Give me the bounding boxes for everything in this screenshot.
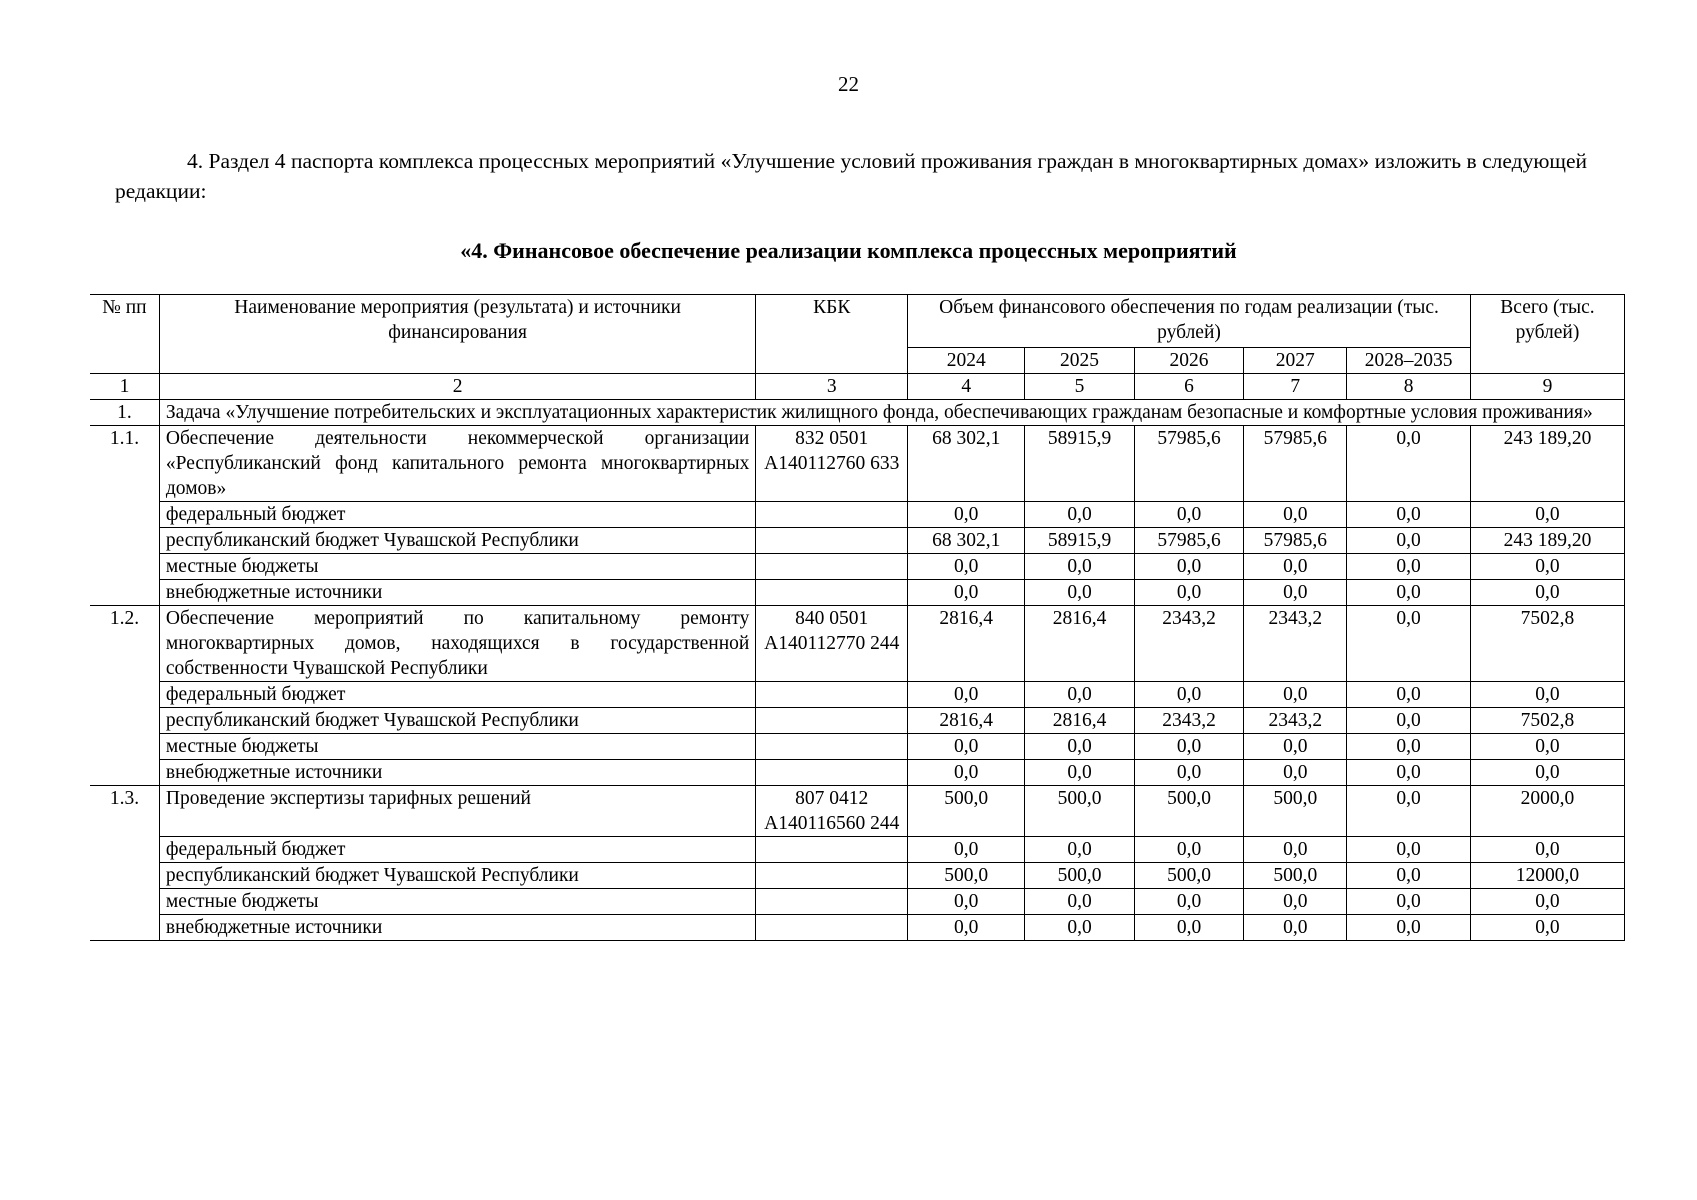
- col-number: 2: [159, 374, 755, 400]
- activity-value: 0,0: [1347, 786, 1471, 837]
- header-year: 2028–2035: [1347, 348, 1471, 374]
- source-label: внебюджетные источники: [159, 915, 755, 941]
- source-value: 0,0: [1134, 502, 1244, 528]
- activity-value: 2816,4: [1025, 606, 1135, 682]
- source-row: [90, 889, 1625, 915]
- source-value: 0,0: [1470, 837, 1624, 863]
- source-kbk: [756, 915, 908, 941]
- source-value: 0,0: [908, 734, 1025, 760]
- header-total: Всего (тыс. рублей): [1470, 295, 1624, 374]
- header-num: № пп: [90, 295, 159, 374]
- source-row: [90, 682, 1625, 708]
- source-value: 0,0: [1470, 734, 1624, 760]
- source-kbk: [756, 708, 908, 734]
- source-value: 0,0: [1134, 760, 1244, 786]
- source-value: 0,0: [1134, 915, 1244, 941]
- col-number: 4: [908, 374, 1025, 400]
- source-value: 0,0: [1470, 889, 1624, 915]
- col-number: 9: [1470, 374, 1624, 400]
- source-label: внебюджетные источники: [159, 760, 755, 786]
- activity-value: 7502,8: [1470, 606, 1624, 682]
- source-value: 0,0: [1134, 682, 1244, 708]
- source-kbk: [756, 682, 908, 708]
- source-value: 0,0: [1025, 837, 1135, 863]
- source-value: 500,0: [1244, 863, 1347, 889]
- activity-value: 57985,6: [1134, 426, 1244, 502]
- source-value: 0,0: [1347, 502, 1471, 528]
- source-value: 0,0: [908, 837, 1025, 863]
- activity-num: 1.2.: [90, 606, 159, 786]
- source-kbk: [756, 889, 908, 915]
- source-value: 0,0: [1347, 708, 1471, 734]
- source-value: 0,0: [1025, 554, 1135, 580]
- intro-text: 4. Раздел 4 паспорта комплекса процессных мероприятий «Улучшение условий проживания граждан в многоквартирных домах» изложить в следующей редакции:: [115, 149, 1587, 203]
- header-year: 2026: [1134, 348, 1244, 374]
- source-value: 0,0: [1244, 502, 1347, 528]
- activity-kbk: 807 0412 А140116560 244: [756, 786, 908, 837]
- table-body: [90, 374, 1625, 941]
- source-value: 0,0: [1134, 837, 1244, 863]
- source-value: 0,0: [1025, 889, 1135, 915]
- source-value: 0,0: [1134, 889, 1244, 915]
- header-year: 2027: [1244, 348, 1347, 374]
- activity-name: Проведение экспертизы тарифных решений: [159, 786, 755, 837]
- source-value: 7502,8: [1470, 708, 1624, 734]
- source-value: 500,0: [1134, 863, 1244, 889]
- source-row: [90, 708, 1625, 734]
- source-value: 0,0: [1025, 760, 1135, 786]
- source-value: 0,0: [1347, 915, 1471, 941]
- column-number-row: [90, 374, 1625, 400]
- source-value: 0,0: [1025, 682, 1135, 708]
- source-row: [90, 915, 1625, 941]
- source-row: [90, 760, 1625, 786]
- header-year: 2024: [908, 348, 1025, 374]
- source-value: 2343,2: [1134, 708, 1244, 734]
- source-kbk: [756, 528, 908, 554]
- source-row: [90, 554, 1625, 580]
- source-value: 2816,4: [1025, 708, 1135, 734]
- source-value: 0,0: [1244, 760, 1347, 786]
- task-text: Задача «Улучшение потребительских и эксплуатационных характеристик жилищного фонда, обеспечивающих гражданам безопасные и комфортные условия проживания»: [159, 400, 1624, 426]
- source-value: 0,0: [908, 502, 1025, 528]
- source-value: 0,0: [1025, 580, 1135, 606]
- col-number: 7: [1244, 374, 1347, 400]
- source-value: 0,0: [908, 760, 1025, 786]
- activity-value: 2343,2: [1134, 606, 1244, 682]
- source-row: [90, 502, 1625, 528]
- activity-value: 500,0: [1025, 786, 1135, 837]
- activity-value: 2000,0: [1470, 786, 1624, 837]
- source-kbk: [756, 863, 908, 889]
- activity-value: 500,0: [1244, 786, 1347, 837]
- activity-num: 1.1.: [90, 426, 159, 606]
- source-value: 0,0: [1470, 915, 1624, 941]
- source-value: 0,0: [1025, 502, 1135, 528]
- activity-value: 500,0: [1134, 786, 1244, 837]
- source-label: местные бюджеты: [159, 889, 755, 915]
- source-kbk: [756, 502, 908, 528]
- source-label: внебюджетные источники: [159, 580, 755, 606]
- source-kbk: [756, 554, 908, 580]
- finance-table: [90, 294, 1625, 941]
- activity-value: 0,0: [1347, 606, 1471, 682]
- source-value: 0,0: [1470, 682, 1624, 708]
- source-label: федеральный бюджет: [159, 682, 755, 708]
- source-kbk: [756, 580, 908, 606]
- source-label: республиканский бюджет Чувашской Республики: [159, 708, 755, 734]
- source-value: 0,0: [1347, 760, 1471, 786]
- source-value: 0,0: [908, 580, 1025, 606]
- activity-kbk: 840 0501 А140112770 244: [756, 606, 908, 682]
- source-value: 0,0: [1347, 528, 1471, 554]
- activity-value: 243 189,20: [1470, 426, 1624, 502]
- activity-value: 2343,2: [1244, 606, 1347, 682]
- page-number: 22: [838, 72, 859, 96]
- source-row: [90, 734, 1625, 760]
- source-label: республиканский бюджет Чувашской Республики: [159, 863, 755, 889]
- activity-kbk: 832 0501 А140112760 633: [756, 426, 908, 502]
- source-value: 0,0: [1347, 889, 1471, 915]
- activity-value: 500,0: [908, 786, 1025, 837]
- source-value: 0,0: [1347, 734, 1471, 760]
- source-row: [90, 580, 1625, 606]
- source-value: 0,0: [1134, 554, 1244, 580]
- source-label: местные бюджеты: [159, 734, 755, 760]
- source-value: 57985,6: [1134, 528, 1244, 554]
- source-row: [90, 837, 1625, 863]
- source-value: 0,0: [1244, 580, 1347, 606]
- col-number: 5: [1025, 374, 1135, 400]
- source-value: 0,0: [1025, 915, 1135, 941]
- activity-row: [90, 606, 1625, 682]
- source-label: республиканский бюджет Чувашской Республики: [159, 528, 755, 554]
- source-value: 0,0: [1347, 554, 1471, 580]
- source-value: 0,0: [1244, 837, 1347, 863]
- source-kbk: [756, 837, 908, 863]
- activity-num: 1.3.: [90, 786, 159, 941]
- source-value: 0,0: [1244, 734, 1347, 760]
- source-value: 0,0: [1244, 915, 1347, 941]
- header-volume: Объем финансового обеспечения по годам реализации (тыс. рублей): [908, 295, 1471, 348]
- table-header: [90, 295, 1625, 374]
- activity-value: 68 302,1: [908, 426, 1025, 502]
- source-value: 500,0: [1025, 863, 1135, 889]
- activity-value: 2816,4: [908, 606, 1025, 682]
- source-value: 0,0: [908, 554, 1025, 580]
- source-kbk: [756, 760, 908, 786]
- col-number: 3: [756, 374, 908, 400]
- col-number: 8: [1347, 374, 1471, 400]
- header-name: Наименование мероприятия (результата) и источники финансирования: [159, 295, 755, 374]
- source-value: 0,0: [908, 682, 1025, 708]
- source-value: 243 189,20: [1470, 528, 1624, 554]
- source-value: 57985,6: [1244, 528, 1347, 554]
- activity-name: Обеспечение мероприятий по капитальному ремонту многоквартирных домов, находящихся в государственной собственности Чувашской Республики: [159, 606, 755, 682]
- source-value: 0,0: [1470, 502, 1624, 528]
- source-label: местные бюджеты: [159, 554, 755, 580]
- source-value: 2816,4: [908, 708, 1025, 734]
- source-value: 0,0: [1244, 682, 1347, 708]
- source-value: 58915,9: [1025, 528, 1135, 554]
- activity-name: Обеспечение деятельности некоммерческой организации «Республиканский фонд капитального ремонта многоквартирных домов»: [159, 426, 755, 502]
- activity-row: [90, 426, 1625, 502]
- col-number: 6: [1134, 374, 1244, 400]
- source-value: 0,0: [1244, 889, 1347, 915]
- activity-row: [90, 786, 1625, 837]
- header-year: 2025: [1025, 348, 1135, 374]
- task-num: 1.: [90, 400, 159, 426]
- col-number: 1: [90, 374, 159, 400]
- source-value: 0,0: [908, 889, 1025, 915]
- source-value: 68 302,1: [908, 528, 1025, 554]
- source-value: 0,0: [1470, 580, 1624, 606]
- source-value: 0,0: [1347, 837, 1471, 863]
- source-value: 0,0: [1470, 554, 1624, 580]
- source-row: [90, 863, 1625, 889]
- source-value: 0,0: [1347, 682, 1471, 708]
- finance-table-wrap: [90, 294, 1625, 941]
- source-value: 0,0: [1134, 734, 1244, 760]
- source-value: 0,0: [1025, 734, 1135, 760]
- source-value: 500,0: [908, 863, 1025, 889]
- source-kbk: [756, 734, 908, 760]
- source-value: 0,0: [1347, 863, 1471, 889]
- source-value: 0,0: [1134, 580, 1244, 606]
- source-row: [90, 528, 1625, 554]
- activity-value: 0,0: [1347, 426, 1471, 502]
- intro-paragraph: [115, 146, 1587, 206]
- source-label: федеральный бюджет: [159, 502, 755, 528]
- header-kbk: КБК: [756, 295, 908, 374]
- source-label: федеральный бюджет: [159, 837, 755, 863]
- source-value: 12000,0: [1470, 863, 1624, 889]
- activity-value: 58915,9: [1025, 426, 1135, 502]
- source-value: 0,0: [1347, 580, 1471, 606]
- activity-value: 57985,6: [1244, 426, 1347, 502]
- source-value: 0,0: [1470, 760, 1624, 786]
- source-value: 0,0: [908, 915, 1025, 941]
- task-row: [90, 400, 1625, 426]
- source-value: 0,0: [1244, 554, 1347, 580]
- source-value: 2343,2: [1244, 708, 1347, 734]
- section-heading: «4. Финансовое обеспечение реализации комплекса процессных мероприятий: [460, 238, 1237, 263]
